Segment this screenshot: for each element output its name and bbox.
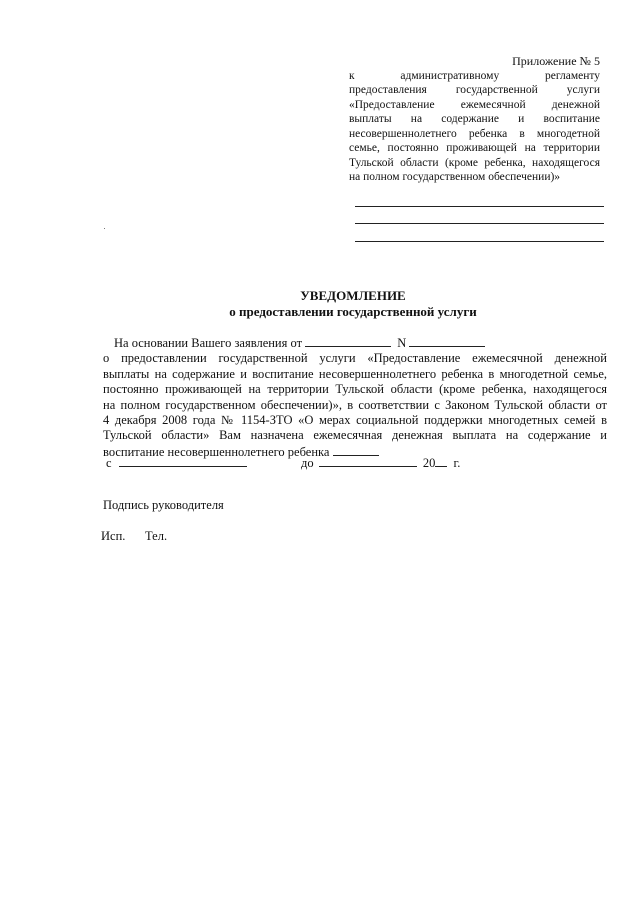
body-line: выплаты на содержание и воспитание несовершеннолетнего ребенка в многодетной семье, xyxy=(103,366,607,381)
from-date-field xyxy=(119,455,247,467)
document-subtitle: о предоставлении государственной услуги xyxy=(229,304,477,319)
appendix-line: выплаты на содержание и воспитание xyxy=(349,113,600,125)
appendix-header xyxy=(349,54,600,185)
year-suffix: г. xyxy=(453,456,461,470)
period-to xyxy=(301,455,460,471)
scan-speck xyxy=(104,228,105,229)
appendix-title: Приложение № 5 xyxy=(512,54,600,68)
body-line: постоянно проживающей на территории Тульской области (кроме ребенка, находящегося xyxy=(103,382,607,397)
body-line: Тульской области» Вам назначена ежемесячная денежная выплата на содержание и xyxy=(103,428,607,443)
recipient-line xyxy=(355,206,604,207)
intro-prefix: На основании Вашего заявления от xyxy=(114,336,303,350)
to-date-field xyxy=(319,455,417,467)
application-number-field xyxy=(409,335,485,347)
appendix-line: несовершеннолетнего ребенка в многодетной xyxy=(349,127,600,140)
intro-line xyxy=(103,335,607,351)
appendix-line: к административному регламенту xyxy=(349,69,600,82)
appendix-line: предоставления государственной услуги xyxy=(349,84,600,96)
year-field xyxy=(435,455,447,467)
from-label: с xyxy=(106,456,112,470)
body-line: о предоставлении государственной услуги «Предоставление ежемесячной денежной xyxy=(103,351,607,366)
appendix-line: семье, постоянно проживающей на территории xyxy=(349,142,600,154)
appendix-line: Тульской области (кроме ребенка, находящегося xyxy=(349,156,600,169)
application-date-field xyxy=(305,335,391,347)
number-sign: N xyxy=(397,336,407,350)
phone-label: Тел. xyxy=(145,529,168,543)
body-last-line-text: воспитание несовершеннолетнего ребенка xyxy=(103,444,330,459)
year-prefix: 20 xyxy=(422,456,436,470)
recipient-line xyxy=(355,241,604,242)
document-title: УВЕДОМЛЕНИЕ xyxy=(300,288,406,303)
period-from xyxy=(106,455,247,471)
to-label: до xyxy=(301,456,314,470)
signature-label: Подпись руководителя xyxy=(103,498,224,512)
body-line: на полном государственном обеспечении)», в соответствии с Законом Тульской области от xyxy=(103,397,607,412)
notice-body xyxy=(103,335,607,460)
body-line: 4 декабря 2008 года № 1154-ЗТО «О мерах социальной поддержки многодетных семей в xyxy=(103,413,607,428)
appendix-line: на полном государственном обеспечении)» xyxy=(349,171,561,183)
executor-label: Исп. xyxy=(101,529,126,543)
recipient-line xyxy=(355,223,604,224)
appendix-line: «Предоставление ежемесячной денежной xyxy=(349,98,600,111)
